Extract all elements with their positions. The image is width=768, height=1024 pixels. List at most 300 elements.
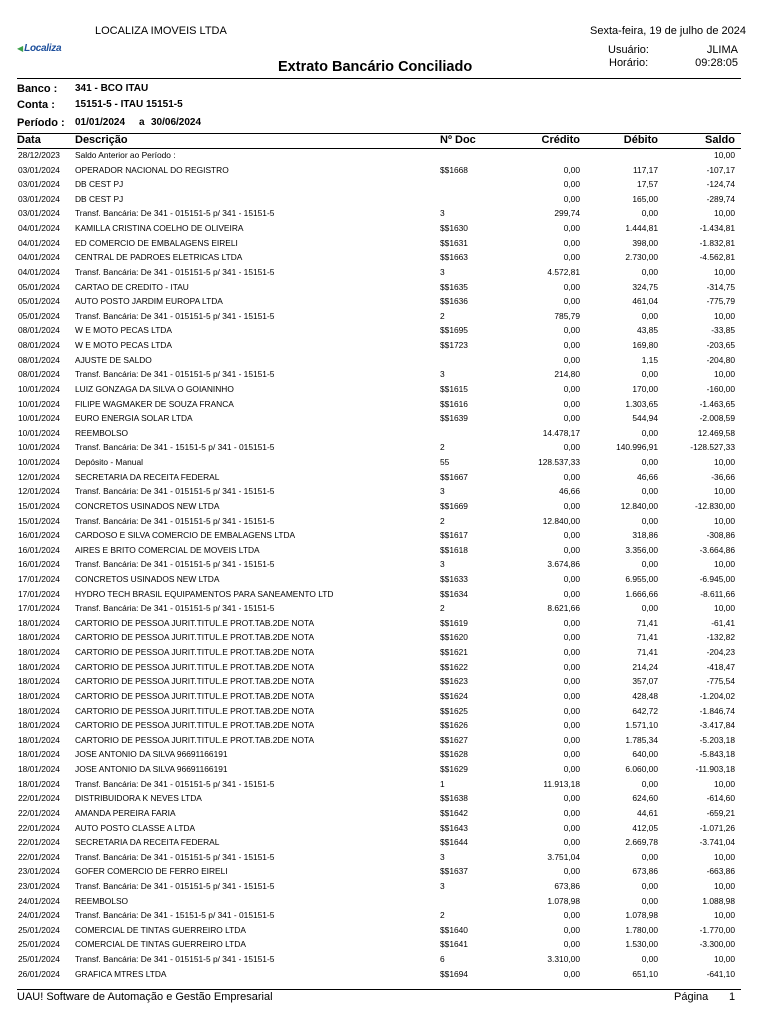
row-credit: 0,00 — [563, 252, 580, 263]
table-row — [0, 924, 768, 939]
period-end: 30/06/2024 — [151, 117, 202, 128]
table-row — [0, 354, 768, 369]
row-doc: 6 — [440, 954, 445, 965]
table-row — [0, 178, 768, 193]
row-debit: 1.780,00 — [625, 924, 658, 935]
row-doc: $$1695 — [440, 325, 468, 336]
row-date: 18/01/2024 — [18, 632, 60, 643]
row-balance: 10,00 — [714, 559, 735, 570]
row-debit: 0,00 — [641, 486, 658, 497]
account-label: Conta : — [17, 99, 55, 111]
row-doc: $$1626 — [440, 720, 468, 731]
table-row — [0, 339, 768, 354]
table-row — [0, 398, 768, 413]
row-date: 23/01/2024 — [18, 866, 60, 877]
row-balance: -775,54 — [706, 676, 735, 687]
row-date: 15/01/2024 — [18, 500, 60, 511]
row-balance: -663,86 — [706, 866, 735, 877]
table-row — [0, 851, 768, 866]
row-balance: -5.843,18 — [699, 749, 735, 760]
table-row — [0, 661, 768, 676]
row-credit: 8.621,66 — [547, 603, 580, 614]
table-row — [0, 222, 768, 237]
table-row — [0, 588, 768, 603]
row-credit: 0,00 — [563, 822, 580, 833]
row-date: 23/01/2024 — [18, 881, 60, 891]
row-description: CARTORIO DE PESSOA JURIT.TITUL.E PROT.TAB.2DE NOTA — [75, 690, 315, 701]
page-number: 1 — [729, 991, 736, 1003]
table-row — [0, 748, 768, 763]
row-balance: 1.088,98 — [702, 895, 735, 906]
row-balance: -3.664,86 — [699, 544, 735, 555]
user-value: JLIMA — [706, 44, 738, 56]
row-balance: 10,00 — [714, 515, 735, 526]
row-debit: 6.060,00 — [625, 764, 658, 775]
row-date: 25/01/2024 — [18, 954, 60, 965]
table-row — [0, 968, 768, 983]
row-doc: $$1641 — [440, 939, 468, 950]
row-doc: $$1669 — [440, 500, 468, 511]
column-header-description: Descrição — [75, 134, 128, 146]
table-row — [0, 558, 768, 573]
user-label: Usuário: — [608, 44, 649, 56]
row-description: HYDRO TECH BRASIL EQUIPAMENTOS PARA SANEAMENTO LTD — [75, 588, 334, 599]
row-balance: 10,00 — [714, 369, 735, 380]
row-doc: $$1642 — [440, 807, 468, 818]
row-date: 22/01/2024 — [18, 837, 60, 848]
row-balance: -203,65 — [706, 340, 735, 351]
row-doc: $$1644 — [440, 837, 468, 848]
row-description: Transf. Bancária: De 341 - 015151-5 p/ 341 - 15151-5 — [75, 559, 275, 570]
row-balance: -1.832,81 — [699, 237, 735, 248]
row-credit: 0,00 — [563, 764, 580, 775]
row-date: 18/01/2024 — [18, 764, 60, 775]
table-row — [0, 281, 768, 296]
row-balance: 10,00 — [714, 910, 735, 921]
row-debit: 1.530,00 — [625, 939, 658, 950]
company-name: LOCALIZA IMOVEIS LTDA — [95, 25, 227, 37]
row-credit: 0,00 — [563, 617, 580, 628]
row-debit: 428,48 — [632, 690, 658, 701]
row-description: JOSE ANTONIO DA SILVA 96691166191 — [75, 749, 228, 760]
row-doc: $$1637 — [440, 866, 468, 877]
row-doc: $$1663 — [440, 252, 468, 263]
row-date: 17/01/2024 — [18, 588, 60, 599]
row-balance: -11.903,18 — [695, 764, 735, 775]
row-balance: -314,75 — [706, 281, 735, 292]
row-balance: -775,79 — [706, 296, 735, 307]
row-description: CARTAO DE CREDITO - ITAU — [75, 281, 189, 292]
row-credit: 46,66 — [559, 486, 580, 497]
row-debit: 544,94 — [632, 413, 658, 424]
row-date: 18/01/2024 — [18, 690, 60, 701]
row-debit: 170,00 — [632, 383, 658, 394]
row-credit: 3.310,00 — [547, 954, 580, 965]
row-debit: 640,00 — [632, 749, 658, 760]
row-debit: 43,85 — [637, 325, 658, 336]
row-date: 03/01/2024 — [18, 164, 60, 175]
row-debit: 461,04 — [632, 296, 658, 307]
row-description: Transf. Bancária: De 341 - 015151-5 p/ 341 - 15151-5 — [75, 369, 275, 380]
row-balance: -204,23 — [706, 647, 735, 658]
row-balance: -12.830,00 — [694, 500, 735, 511]
row-description: CARTORIO DE PESSOA JURIT.TITUL.E PROT.TAB.2DE NOTA — [75, 734, 315, 745]
row-description: Transf. Bancária: De 341 - 015151-5 p/ 341 - 15151-5 — [75, 954, 275, 965]
row-description: AUTO POSTO JARDIM EUROPA LTDA — [75, 296, 223, 307]
row-credit: 3.674,86 — [547, 559, 580, 570]
row-debit: 2.730,00 — [625, 252, 658, 263]
column-header-date: Data — [17, 134, 41, 146]
row-credit: 0,00 — [563, 720, 580, 731]
table-row — [0, 193, 768, 208]
row-doc: $$1631 — [440, 237, 468, 248]
row-credit: 0,00 — [563, 968, 580, 979]
row-doc: $$1623 — [440, 676, 468, 687]
table-row — [0, 427, 768, 442]
row-date: 08/01/2024 — [18, 369, 60, 380]
row-balance: 10,00 — [714, 603, 735, 614]
row-date: 16/01/2024 — [18, 544, 60, 555]
row-debit: 0,00 — [641, 778, 658, 789]
row-date: 10/01/2024 — [18, 427, 60, 438]
row-credit: 0,00 — [563, 807, 580, 818]
row-doc: 1 — [440, 778, 445, 789]
row-balance: -3.417,84 — [699, 720, 735, 731]
row-credit: 0,00 — [563, 632, 580, 643]
row-debit: 71,41 — [637, 632, 658, 643]
row-doc: $$1620 — [440, 632, 468, 643]
row-date: 22/01/2024 — [18, 822, 60, 833]
row-description: Transf. Bancária: De 341 - 015151-5 p/ 341 - 15151-5 — [75, 515, 275, 526]
row-balance: 10,00 — [714, 266, 735, 277]
footer-divider — [17, 989, 741, 990]
row-date: 25/01/2024 — [18, 939, 60, 950]
row-debit: 318,86 — [632, 530, 658, 541]
table-row — [0, 690, 768, 705]
row-credit: 0,00 — [563, 749, 580, 760]
row-date: 03/01/2024 — [18, 193, 60, 204]
row-description: DB CEST PJ — [75, 179, 124, 190]
row-credit: 0,00 — [563, 296, 580, 307]
row-credit: 0,00 — [563, 179, 580, 190]
row-doc: 3 — [440, 266, 445, 277]
table-row — [0, 412, 768, 427]
row-doc: 3 — [440, 208, 445, 219]
account-value: 15151-5 - ITAU 15151-5 — [75, 99, 183, 110]
row-description: COMERCIAL DE TINTAS GUERREIRO LTDA — [75, 939, 246, 950]
row-doc: 2 — [440, 910, 445, 921]
table-row — [0, 880, 768, 895]
row-description: JOSE ANTONIO DA SILVA 96691166191 — [75, 764, 228, 775]
column-header-debit: Débito — [623, 134, 658, 146]
row-debit: 0,00 — [641, 457, 658, 468]
row-balance: -641,10 — [706, 968, 735, 979]
row-credit: 128.537,33 — [538, 457, 580, 468]
row-doc: $$1621 — [440, 647, 468, 658]
row-credit: 11.913,18 — [543, 778, 580, 789]
row-date: 04/01/2024 — [18, 252, 60, 263]
row-date: 25/01/2024 — [18, 924, 60, 935]
row-date: 12/01/2024 — [18, 471, 60, 482]
row-credit: 0,00 — [563, 340, 580, 351]
row-date: 22/01/2024 — [18, 851, 60, 862]
row-doc: $$1633 — [440, 573, 468, 584]
row-date: 18/01/2024 — [18, 617, 60, 628]
row-balance: 10,00 — [714, 851, 735, 862]
row-debit: 0,00 — [641, 515, 658, 526]
row-description: GRAFICA MTRES LTDA — [75, 968, 167, 979]
row-credit: 0,00 — [563, 530, 580, 541]
row-date: 08/01/2024 — [18, 354, 60, 365]
row-balance: -1.463,65 — [699, 398, 735, 409]
row-debit: 0,00 — [641, 559, 658, 570]
row-description: KAMILLA CRISTINA COELHO DE OLIVEIRA — [75, 223, 244, 234]
row-credit: 1.078,98 — [547, 895, 580, 906]
row-doc: $$1617 — [440, 530, 468, 541]
row-credit: 0,00 — [563, 544, 580, 555]
row-description: AUTO POSTO CLASSE A LTDA — [75, 822, 196, 833]
row-credit: 0,00 — [563, 690, 580, 701]
row-credit: 0,00 — [563, 383, 580, 394]
row-description: CARTORIO DE PESSOA JURIT.TITUL.E PROT.TAB.2DE NOTA — [75, 647, 315, 658]
row-description: Transf. Bancária: De 341 - 15151-5 p/ 341 - 015151-5 — [75, 442, 275, 453]
table-row — [0, 485, 768, 500]
row-debit: 0,00 — [641, 369, 658, 380]
table-row — [0, 675, 768, 690]
row-description: ED COMERCIO DE EMBALAGENS EIRELI — [75, 237, 238, 248]
row-debit: 412,05 — [632, 822, 658, 833]
row-balance: -36,66 — [711, 471, 735, 482]
table-row — [0, 456, 768, 471]
period-separator: a — [139, 117, 145, 128]
row-debit: 624,60 — [632, 793, 658, 804]
row-doc: 2 — [440, 603, 445, 614]
row-credit: 0,00 — [563, 588, 580, 599]
row-doc: $$1668 — [440, 164, 468, 175]
table-row — [0, 719, 768, 734]
table-row — [0, 237, 768, 252]
row-debit: 169,80 — [632, 340, 658, 351]
row-doc: 3 — [440, 881, 445, 891]
row-balance: -107,17 — [706, 164, 735, 175]
row-balance: 10,00 — [714, 208, 735, 219]
row-doc: 3 — [440, 851, 445, 862]
row-credit: 0,00 — [563, 237, 580, 248]
time-label: Horário: — [609, 57, 649, 69]
row-debit: 3.356,00 — [625, 544, 658, 555]
column-header-doc: Nº Doc — [440, 134, 476, 146]
table-row — [0, 763, 768, 778]
row-date: 05/01/2024 — [18, 310, 60, 321]
row-balance: -5.203,18 — [699, 734, 735, 745]
row-date: 08/01/2024 — [18, 325, 60, 336]
row-debit: 17,57 — [637, 179, 658, 190]
table-row — [0, 792, 768, 807]
row-description: AMANDA PEREIRA FARIA — [75, 807, 176, 818]
row-date: 18/01/2024 — [18, 705, 60, 716]
row-credit: 0,00 — [563, 500, 580, 511]
row-date: 16/01/2024 — [18, 530, 60, 541]
row-date: 26/01/2024 — [18, 968, 60, 979]
row-credit: 0,00 — [563, 573, 580, 584]
row-date: 12/01/2024 — [18, 486, 60, 497]
row-description: Transf. Bancária: De 341 - 15151-5 p/ 341 - 015151-5 — [75, 910, 275, 921]
table-row — [0, 164, 768, 179]
row-description: CARTORIO DE PESSOA JURIT.TITUL.E PROT.TAB.2DE NOTA — [75, 661, 315, 672]
row-date: 18/01/2024 — [18, 676, 60, 687]
table-row — [0, 207, 768, 222]
row-doc: $$1622 — [440, 661, 468, 672]
row-date: 03/01/2024 — [18, 179, 60, 190]
column-header-balance: Saldo — [705, 134, 735, 146]
row-doc: 3 — [440, 559, 445, 570]
row-description: Transf. Bancária: De 341 - 015151-5 p/ 341 - 15151-5 — [75, 310, 275, 321]
row-debit: 71,41 — [637, 617, 658, 628]
row-debit: 398,00 — [632, 237, 658, 248]
row-date: 17/01/2024 — [18, 573, 60, 584]
row-debit: 1,15 — [641, 354, 658, 365]
row-balance: 12.469,58 — [697, 427, 735, 438]
row-debit: 0,00 — [641, 881, 658, 891]
row-credit: 14.478,17 — [542, 427, 580, 438]
header-divider — [17, 78, 741, 79]
row-credit: 0,00 — [563, 442, 580, 453]
row-balance: 10,00 — [714, 457, 735, 468]
page-label: Página — [674, 991, 709, 1003]
row-debit: 0,00 — [641, 266, 658, 277]
row-debit: 651,10 — [632, 968, 658, 979]
logo-arrow-icon: ◀ — [17, 44, 24, 53]
row-debit: 0,00 — [641, 310, 658, 321]
row-date: 04/01/2024 — [18, 223, 60, 234]
row-description: OPERADOR NACIONAL DO REGISTRO — [75, 164, 229, 175]
row-date: 04/01/2024 — [18, 266, 60, 277]
row-description: W E MOTO PECAS LTDA — [75, 340, 172, 351]
row-credit: 0,00 — [563, 354, 580, 365]
row-description: CENTRAL DE PADROES ELETRICAS LTDA — [75, 252, 243, 263]
bank-label: Banco : — [17, 83, 58, 95]
row-description: Transf. Bancária: De 341 - 015151-5 p/ 341 - 15151-5 — [75, 603, 275, 614]
row-description: Depósito - Manual — [75, 457, 143, 468]
row-balance: -3.300,00 — [699, 939, 735, 950]
row-debit: 1.303,65 — [625, 398, 658, 409]
row-balance: -128.527,33 — [690, 442, 735, 453]
row-doc: $$1667 — [440, 471, 468, 482]
row-credit: 0,00 — [563, 223, 580, 234]
row-description: LUIZ GONZAGA DA SILVA O GOIANINHO — [75, 383, 234, 394]
row-balance: -3.741,04 — [699, 837, 735, 848]
row-debit: 71,41 — [637, 647, 658, 658]
table-row — [0, 324, 768, 339]
row-credit: 0,00 — [563, 281, 580, 292]
row-balance: -160,00 — [706, 383, 735, 394]
table-row — [0, 529, 768, 544]
row-description: CARTORIO DE PESSOA JURIT.TITUL.E PROT.TAB.2DE NOTA — [75, 617, 315, 628]
row-date: 18/01/2024 — [18, 661, 60, 672]
row-description: CARTORIO DE PESSOA JURIT.TITUL.E PROT.TAB.2DE NOTA — [75, 676, 315, 687]
row-date: 03/01/2024 — [18, 208, 60, 219]
table-row — [0, 617, 768, 632]
row-date: 15/01/2024 — [18, 515, 60, 526]
row-description: CARTORIO DE PESSOA JURIT.TITUL.E PROT.TAB.2DE NOTA — [75, 720, 315, 731]
row-description: CONCRETOS USINADOS NEW LTDA — [75, 573, 220, 584]
row-balance: 10,00 — [714, 486, 735, 497]
row-balance: -1.846,74 — [699, 705, 735, 716]
time-value: 09:28:05 — [695, 57, 738, 69]
row-doc: 55 — [440, 457, 450, 468]
table-row — [0, 705, 768, 720]
report-date: Sexta-feira, 19 de julho de 2024 — [590, 25, 746, 37]
row-doc: $$1723 — [440, 340, 468, 351]
row-doc: $$1618 — [440, 544, 468, 555]
row-debit: 357,07 — [632, 676, 658, 687]
row-doc: $$1619 — [440, 617, 468, 628]
row-description: COMERCIAL DE TINTAS GUERREIRO LTDA — [75, 924, 246, 935]
table-row — [0, 822, 768, 837]
row-date: 04/01/2024 — [18, 237, 60, 248]
table-row — [0, 631, 768, 646]
row-date: 22/01/2024 — [18, 793, 60, 804]
row-date: 24/01/2024 — [18, 895, 60, 906]
row-date: 18/01/2024 — [18, 720, 60, 731]
row-balance: -124,74 — [706, 179, 735, 190]
row-credit: 0,00 — [563, 413, 580, 424]
row-credit: 0,00 — [563, 325, 580, 336]
row-date: 17/01/2024 — [18, 603, 60, 614]
row-balance: -1.434,81 — [699, 223, 735, 234]
row-balance: -289,74 — [706, 193, 735, 204]
row-description: SECRETARIA DA RECEITA FEDERAL — [75, 471, 220, 482]
row-credit: 0,00 — [563, 924, 580, 935]
row-date: 10/01/2024 — [18, 442, 60, 453]
row-doc: $$1639 — [440, 413, 468, 424]
row-date: 10/01/2024 — [18, 413, 60, 424]
row-doc: $$1640 — [440, 924, 468, 935]
row-doc: $$1643 — [440, 822, 468, 833]
row-credit: 0,00 — [563, 734, 580, 745]
row-credit: 0,00 — [563, 471, 580, 482]
row-description: GOFER COMERCIO DE FERRO EIRELI — [75, 866, 228, 877]
row-balance: -308,86 — [706, 530, 735, 541]
row-doc: $$1624 — [440, 690, 468, 701]
row-balance: 10,00 — [714, 150, 735, 160]
row-debit: 12.840,00 — [620, 500, 658, 511]
row-date: 18/01/2024 — [18, 734, 60, 745]
row-credit: 0,00 — [563, 837, 580, 848]
table-row — [0, 938, 768, 953]
row-credit: 0,00 — [563, 866, 580, 877]
row-doc: $$1694 — [440, 968, 468, 979]
row-description: Saldo Anterior ao Período : — [75, 150, 176, 160]
bank-value: 341 - BCO ITAU — [75, 83, 149, 94]
row-balance: -1.071,26 — [699, 822, 735, 833]
row-doc: $$1635 — [440, 281, 468, 292]
row-description: FILIPE WAGMAKER DE SOUZA FRANCA — [75, 398, 234, 409]
row-credit: 0,00 — [563, 164, 580, 175]
row-date: 18/01/2024 — [18, 647, 60, 658]
row-description: REEMBOLSO — [75, 895, 129, 906]
row-debit: 117,17 — [633, 164, 658, 175]
row-balance: 10,00 — [714, 954, 735, 965]
row-date: 10/01/2024 — [18, 457, 60, 468]
row-credit: 3.751,04 — [547, 851, 580, 862]
row-description: AJUSTE DE SALDO — [75, 354, 152, 365]
row-debit: 1.666,66 — [625, 588, 658, 599]
table-row — [0, 149, 768, 164]
row-balance: 10,00 — [714, 778, 735, 789]
column-header-credit: Crédito — [541, 134, 580, 146]
row-date: 22/01/2024 — [18, 807, 60, 818]
